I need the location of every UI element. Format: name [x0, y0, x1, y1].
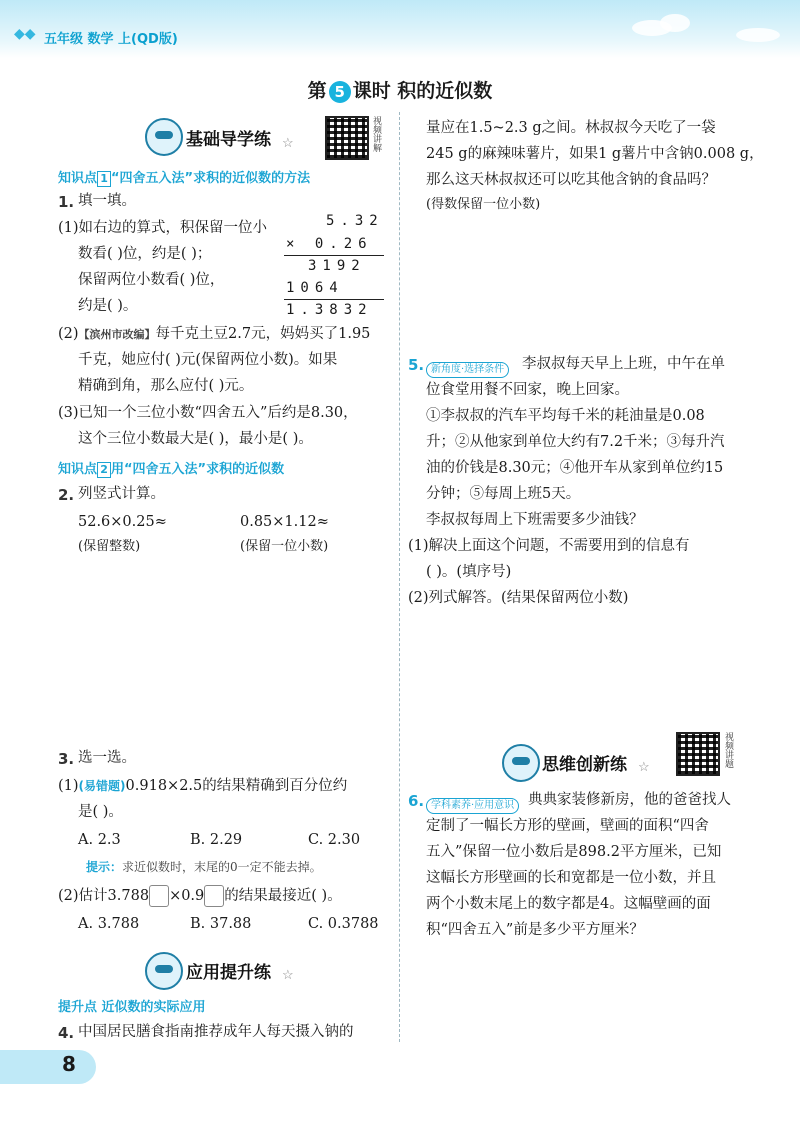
q6-line4: 这幅长方形壁画的长和宽都是一位小数，并且: [426, 870, 716, 886]
question-title: 列竖式计算。: [78, 486, 165, 502]
question-title: 选一选。: [78, 750, 136, 766]
knowledge-point-2: [58, 458, 284, 478]
kp-label: 知识点: [58, 171, 98, 186]
q1-p2-line1: [58, 322, 370, 347]
q3-option-c: C. 2.30: [308, 832, 361, 848]
calc-row-1: 5.32: [326, 213, 384, 229]
q4-note: (得数保留一位小数): [426, 197, 541, 212]
improvement-point: 提升点 近似数的实际应用: [58, 1000, 206, 1015]
q4-line2: 量应在1.5~2.3 g之间。林叔叔今天吃了一袋: [426, 120, 716, 136]
lesson-prefix: 第: [307, 80, 327, 102]
q5-line1: 李叔叔每天早上上班，中午在单: [522, 356, 725, 372]
section-title-think: 思维创新练: [542, 755, 627, 775]
question-title: 填一填。: [78, 193, 136, 209]
lesson-number: 5: [329, 81, 351, 103]
knowledge-point-1: [58, 167, 310, 187]
page-number: 8: [62, 1052, 76, 1076]
star-icon: ☆: [638, 760, 650, 775]
hint-label: 提示：: [86, 860, 123, 874]
q1-p3-line1: (3)已知一个三位小数“四舍五入”后约是8.30，: [58, 405, 358, 421]
cloud-icon: [736, 28, 780, 42]
q6-line3: 五入”保留一位小数后是898.2平方厘米，已知: [426, 844, 722, 860]
qr-label: 视频讲解: [371, 116, 381, 152]
blank-box[interactable]: [149, 885, 169, 907]
section-title-basic: 基础导学练: [186, 130, 271, 150]
kp-number: 2: [97, 462, 111, 478]
kp-number: 1: [97, 171, 111, 187]
q2-note-a: (保留整数): [78, 539, 141, 554]
q1-p1-line2: 数看( )位，约是( )；: [78, 246, 212, 262]
q3-p2-b: ×0.9: [169, 888, 205, 904]
q3-p1-line2: 是( )。: [78, 804, 123, 820]
page-number-band: [0, 1050, 96, 1084]
hint: [86, 858, 322, 875]
kp-text: 用“四舍五入法”求积的近似数: [111, 462, 285, 477]
angle-tag: 新角度·选择条件: [426, 362, 509, 378]
q3-p2-option-a: A. 3.788: [78, 916, 140, 932]
q2-expr-a: 52.6×0.25≈: [78, 514, 167, 530]
column-divider: [399, 112, 400, 1042]
mascot-icon: [145, 118, 183, 156]
q5-line7: 李叔叔每周上下班需要多少油钱？: [426, 512, 644, 528]
q1-p3-line2: 这个三位小数最大是( )，最小是( )。: [78, 431, 313, 447]
q3-option-a: A. 2.3: [78, 832, 121, 848]
q6-tag: [426, 793, 519, 814]
question-number: 5.: [408, 356, 425, 374]
q3-p1-text: 0.918×2.5的结果精确到百分位约: [125, 778, 348, 794]
q6-line5: 两个小数末尾上的数字都是4。这幅壁画的面: [426, 896, 711, 912]
q6-line2: 定制了一幅长方形的壁画，壁画的面积“四舍: [426, 818, 709, 834]
lesson-suffix: 课时 积的近似数: [352, 80, 493, 102]
q5-sub1-line1: (1)解决上面这个问题，不需要用到的信息有: [408, 538, 690, 554]
calc-rule: [284, 255, 384, 256]
q2-expr-b: 0.85×1.12≈: [240, 514, 329, 530]
q2-note-b: (保留一位小数): [240, 539, 329, 554]
lesson-title: [0, 76, 800, 103]
cloud-icon: [660, 14, 690, 32]
q1-p2-line2: 千克，她应付( )元(保留两位小数)。如果: [78, 352, 338, 368]
mascot-icon: [502, 744, 540, 782]
star-icon: ☆: [282, 136, 294, 151]
hint-text: 求近似数时，末尾的0一定不能去掉。: [122, 860, 322, 874]
q5-line2: 位食堂用餐不回家，晚上回家。: [426, 382, 629, 398]
calc-rule: [284, 299, 384, 300]
q3-p2-option-b: B. 37.88: [190, 916, 252, 932]
q1-p1-line4: 约是( )。: [78, 298, 138, 314]
q4-line1: 中国居民膳食指南推荐成年人每天摄入钠的: [78, 1024, 354, 1040]
q1-p2-index: (2): [58, 326, 79, 342]
q5-line6: 分钟；⑤每周上班5天。: [426, 486, 581, 502]
q6-line6: 积“四舍五入”前是多少平方厘米？: [426, 922, 644, 938]
book-title: 五年级 数学 上(QD版): [44, 32, 178, 47]
q5-line4: 升；②从他家到单位大约有7.2千米；③每升汽: [426, 434, 725, 450]
star-icon: ☆: [282, 968, 294, 983]
question-number: 3.: [58, 750, 75, 768]
q5-line3: ①李叔叔的汽车平均每千米的耗油量是0.08: [426, 408, 705, 424]
question-number: 4.: [58, 1024, 75, 1042]
q3-p2-option-c: C. 0.3788: [308, 916, 379, 932]
calc-row-4: 1064: [286, 280, 344, 296]
question-number: 2.: [58, 486, 75, 504]
q3-p2-c: 的结果最接近( )。: [224, 888, 342, 904]
brand-logo: ◆◆: [14, 26, 36, 42]
qr-code-icon[interactable]: [325, 116, 369, 160]
mascot-icon: [145, 952, 183, 990]
blank-box[interactable]: [204, 885, 224, 907]
q3-p1-line1: (1)(易错题)0.918×2.5的结果精确到百分位约: [58, 778, 348, 794]
q3-p2-a: (2)估计3.788: [58, 888, 150, 904]
q5-sub2: (2)列式解答。(结果保留两位小数): [408, 590, 629, 606]
source-tag: 【滨州市改编】: [78, 328, 156, 341]
q4-line4: 那么这天林叔叔还可以吃其他含钠的食品吗？: [426, 172, 716, 188]
q1-p1-line3: 保留两位小数看( )位，: [78, 272, 225, 288]
q4-line3: 245 g的麻辣味薯片，如果1 g薯片中含钠0.008 g，: [426, 146, 764, 162]
qr-label: 视频讲题: [723, 732, 733, 768]
qr-code-icon[interactable]: [676, 732, 720, 776]
kp-label: 知识点: [58, 462, 98, 477]
section-title-apply: 应用提升练: [186, 963, 271, 983]
calc-row-2: × 0.26: [286, 236, 373, 252]
q5-sub1-line2: ( )。(填序号): [426, 564, 512, 580]
literacy-tag: 学科素养·应用意识: [426, 798, 519, 814]
q6-line1: 典典家装修新房，他的爸爸找人: [528, 792, 731, 808]
kp-text: “四舍五入法”求积的近似数的方法: [111, 171, 311, 186]
question-number: 6.: [408, 792, 425, 810]
q1-p1-line1: (1)如右边的算式，积保留一位小: [58, 220, 268, 236]
q5-tag: [426, 357, 509, 378]
q1-p2-text: 每千克土豆2.7元，妈妈买了1.95: [155, 326, 371, 342]
q5-line5: 油的价钱是8.30元；④他开车从家到单位约15: [426, 460, 724, 476]
calc-row-3: 3192: [308, 258, 366, 274]
calc-row-5: 1.3832: [286, 302, 373, 318]
error-prone-tag: (易错题): [78, 779, 126, 793]
q1-p2-line3: 精确到角，那么应付( )元。: [78, 378, 254, 394]
q3-option-b: B. 2.29: [190, 832, 243, 848]
q3-p2-line: [58, 884, 342, 909]
question-number: 1.: [58, 193, 75, 211]
